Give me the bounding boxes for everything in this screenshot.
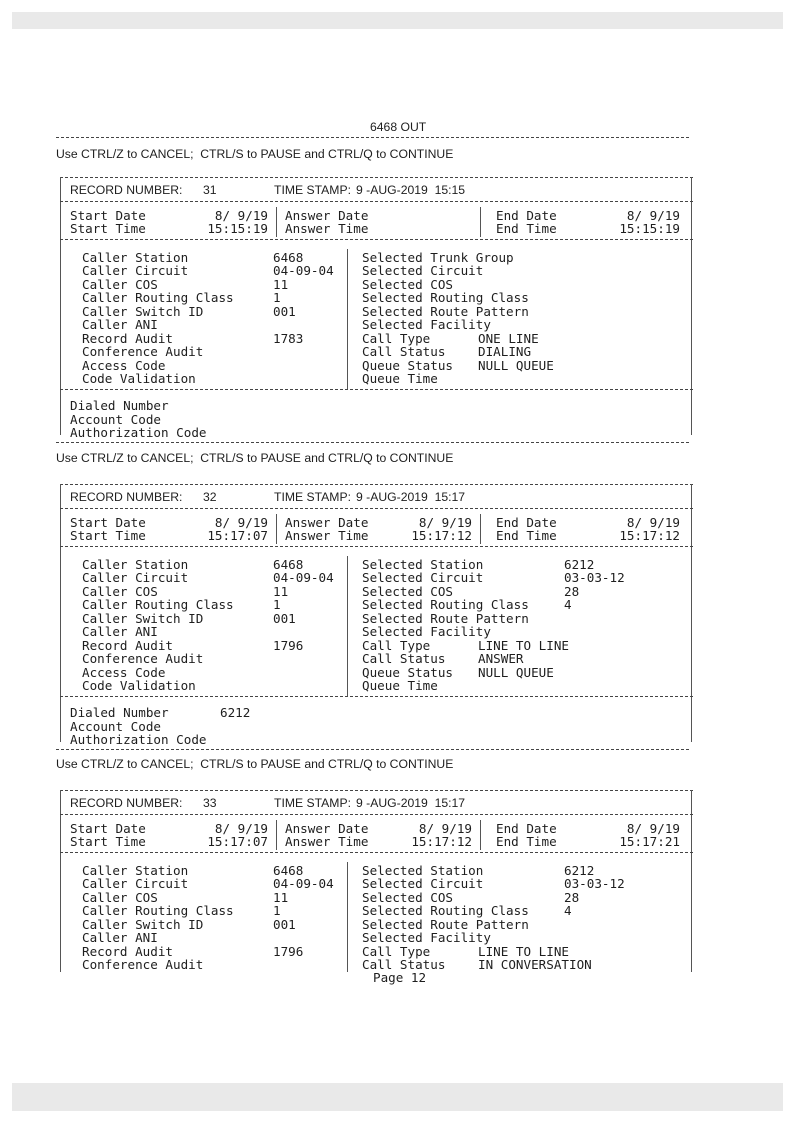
start-date-label: Start Date bbox=[70, 208, 146, 223]
row-divider bbox=[60, 546, 693, 547]
access-code-label: Access Code bbox=[82, 665, 166, 680]
caller-cos-value: 11 bbox=[273, 584, 289, 599]
record-audit-label: Record Audit bbox=[82, 331, 173, 346]
queue-time-label: Queue Time bbox=[362, 678, 438, 693]
start-date-label: Start Date bbox=[70, 821, 146, 836]
end-date-label: End Date bbox=[496, 208, 557, 223]
queue-time-label: Queue Time bbox=[362, 371, 438, 386]
caller-station-value: 6468 bbox=[273, 250, 304, 265]
start-time-label: Start Time bbox=[70, 528, 146, 543]
record-audit-value: 1796 bbox=[273, 944, 304, 959]
selected-cos-label: Selected COS bbox=[362, 890, 453, 905]
caller-station-value: 6468 bbox=[273, 863, 304, 878]
selected-station-value: 6212 bbox=[564, 863, 595, 878]
access-code-label: Access Code bbox=[82, 358, 166, 373]
caller-circuit-value: 04-09-04 bbox=[273, 263, 334, 278]
end-time-label: End Time bbox=[496, 834, 557, 849]
record-number-value: 32 bbox=[203, 490, 217, 504]
answer-time-label: Answer Time bbox=[285, 528, 369, 543]
caller-station-value: 6468 bbox=[273, 557, 304, 572]
selected-facility-label: Selected Facility bbox=[362, 930, 491, 945]
caller-cos-label: Caller COS bbox=[82, 584, 158, 599]
call-status-value: ANSWER bbox=[478, 651, 524, 666]
selected-trunk-group-label: Selected Trunk Group bbox=[362, 250, 514, 265]
call-type-value: LINE TO LINE bbox=[478, 638, 569, 653]
end-time-label: End Time bbox=[496, 221, 557, 236]
selected-station-label: Selected Station bbox=[362, 557, 484, 572]
caller-routing-class-label: Caller Routing Class bbox=[82, 597, 234, 612]
selected-circuit-value: 03-03-12 bbox=[564, 876, 625, 891]
end-date-value: 8/ 9/19 bbox=[626, 208, 680, 223]
caller-circuit-label: Caller Circuit bbox=[82, 876, 189, 891]
caller-switch-id-label: Caller Switch ID bbox=[82, 304, 204, 319]
call-status-label: Call Status bbox=[362, 651, 446, 666]
answer-time-label: Answer Time bbox=[285, 834, 369, 849]
record-right-border bbox=[691, 484, 692, 742]
queue-status-label: Queue Status bbox=[362, 358, 453, 373]
end-time-label: End Time bbox=[496, 528, 557, 543]
caller-switch-id-value: 001 bbox=[273, 611, 296, 626]
end-date-label: End Date bbox=[496, 515, 557, 530]
row-divider bbox=[60, 852, 693, 853]
record-top-border bbox=[60, 484, 693, 485]
answer-time-value: 15:17:12 bbox=[411, 834, 472, 849]
row-divider bbox=[60, 239, 693, 240]
column-separator bbox=[347, 862, 348, 972]
answer-date-value: 8/ 9/19 bbox=[418, 821, 472, 836]
scan-bottom-band bbox=[12, 1083, 783, 1111]
answer-date-label: Answer Date bbox=[285, 515, 369, 530]
record-number-value: 31 bbox=[203, 183, 217, 197]
column-separator bbox=[480, 820, 481, 850]
column-separator bbox=[276, 514, 277, 544]
queue-status-value: NULL QUEUE bbox=[478, 358, 554, 373]
caller-circuit-value: 04-09-04 bbox=[273, 876, 334, 891]
record-number-label: RECORD NUMBER: bbox=[70, 183, 183, 197]
caller-circuit-label: Caller Circuit bbox=[82, 263, 189, 278]
end-date-label: End Date bbox=[496, 821, 557, 836]
selected-circuit-value: 03-03-12 bbox=[564, 570, 625, 585]
divider bbox=[56, 137, 689, 138]
selected-routing-class-value: 4 bbox=[564, 597, 572, 612]
selected-cos-label: Selected COS bbox=[362, 277, 453, 292]
start-date-value: 8/ 9/19 bbox=[214, 208, 268, 223]
caller-cos-value: 11 bbox=[273, 277, 289, 292]
dialed-number-label: Dialed Number bbox=[70, 398, 169, 413]
call-type-label: Call Type bbox=[362, 638, 431, 653]
selected-circuit-label: Selected Circuit bbox=[362, 876, 484, 891]
caller-routing-class-value: 1 bbox=[273, 290, 281, 305]
caller-circuit-value: 04-09-04 bbox=[273, 570, 334, 585]
row-divider bbox=[60, 201, 693, 202]
conference-audit-label: Conference Audit bbox=[82, 651, 204, 666]
answer-date-label: Answer Date bbox=[285, 208, 369, 223]
report-title: 6468 OUT bbox=[370, 120, 427, 134]
call-type-value: LINE TO LINE bbox=[478, 944, 569, 959]
time-stamp-value: 9 -AUG-2019 15:15 bbox=[356, 183, 466, 197]
end-time-value: 15:17:12 bbox=[619, 528, 680, 543]
start-time-label: Start Time bbox=[70, 834, 146, 849]
caller-ani-label: Caller ANI bbox=[82, 624, 158, 639]
selected-routing-class-label: Selected Routing Class bbox=[362, 903, 529, 918]
start-time-value: 15:17:07 bbox=[207, 834, 268, 849]
selected-circuit-label: Selected Circuit bbox=[362, 570, 484, 585]
time-stamp-value: 9 -AUG-2019 15:17 bbox=[356, 490, 466, 504]
record-top-border bbox=[60, 177, 693, 178]
time-stamp-value: 9 -AUG-2019 15:17 bbox=[356, 796, 466, 810]
selected-cos-value: 28 bbox=[564, 584, 580, 599]
caller-station-label: Caller Station bbox=[82, 863, 189, 878]
caller-routing-class-label: Caller Routing Class bbox=[82, 290, 234, 305]
row-divider bbox=[60, 508, 693, 509]
end-time-value: 15:15:19 bbox=[619, 221, 680, 236]
account-code-label: Account Code bbox=[70, 719, 161, 734]
start-date-value: 8/ 9/19 bbox=[214, 821, 268, 836]
caller-switch-id-label: Caller Switch ID bbox=[82, 611, 204, 626]
call-status-value: IN CONVERSATION bbox=[478, 957, 592, 972]
column-separator bbox=[480, 514, 481, 544]
caller-routing-class-value: 1 bbox=[273, 903, 281, 918]
selected-route-pattern-label: Selected Route Pattern bbox=[362, 611, 529, 626]
queue-status-label: Queue Status bbox=[362, 665, 453, 680]
selected-circuit-label: Selected Circuit bbox=[362, 263, 484, 278]
record-number-label: RECORD NUMBER: bbox=[70, 796, 183, 810]
end-date-value: 8/ 9/19 bbox=[626, 821, 680, 836]
call-status-label: Call Status bbox=[362, 957, 446, 972]
cancel-instruction: Use CTRL/Z to CANCEL; CTRL/S to PAUSE and CTRL/Q to CONTINUE bbox=[56, 147, 454, 161]
queue-status-value: NULL QUEUE bbox=[478, 665, 554, 680]
record-left-border bbox=[60, 790, 61, 972]
record-right-border bbox=[691, 790, 692, 972]
conference-audit-label: Conference Audit bbox=[82, 344, 204, 359]
selected-routing-class-label: Selected Routing Class bbox=[362, 597, 529, 612]
account-code-label: Account Code bbox=[70, 412, 161, 427]
column-separator bbox=[276, 820, 277, 850]
call-status-label: Call Status bbox=[362, 344, 446, 359]
answer-time-label: Answer Time bbox=[285, 221, 369, 236]
selected-station-value: 6212 bbox=[564, 557, 595, 572]
scan-top-band bbox=[12, 12, 783, 29]
selected-route-pattern-label: Selected Route Pattern bbox=[362, 917, 529, 932]
start-time-value: 15:17:07 bbox=[207, 528, 268, 543]
record-number-value: 33 bbox=[203, 796, 217, 810]
start-time-value: 15:15:19 bbox=[207, 221, 268, 236]
code-validation-label: Code Validation bbox=[82, 678, 196, 693]
code-validation-label: Code Validation bbox=[82, 371, 196, 386]
caller-cos-label: Caller COS bbox=[82, 277, 158, 292]
call-type-label: Call Type bbox=[362, 944, 431, 959]
authorization-code-label: Authorization Code bbox=[70, 732, 207, 747]
call-type-value: ONE LINE bbox=[478, 331, 539, 346]
column-separator bbox=[347, 249, 348, 389]
record-audit-label: Record Audit bbox=[82, 944, 173, 959]
dialed-number-value: 6212 bbox=[220, 705, 251, 720]
selected-cos-value: 28 bbox=[564, 890, 580, 905]
start-date-label: Start Date bbox=[70, 515, 146, 530]
end-time-value: 15:17:21 bbox=[619, 834, 680, 849]
row-divider bbox=[60, 696, 693, 697]
conference-audit-label: Conference Audit bbox=[82, 957, 204, 972]
caller-cos-label: Caller COS bbox=[82, 890, 158, 905]
caller-station-label: Caller Station bbox=[82, 557, 189, 572]
row-divider bbox=[60, 389, 693, 390]
record-top-border bbox=[60, 790, 693, 791]
authorization-code-label: Authorization Code bbox=[70, 425, 207, 440]
dialed-number-label: Dialed Number bbox=[70, 705, 169, 720]
row-divider bbox=[60, 814, 693, 815]
record-audit-value: 1783 bbox=[273, 331, 304, 346]
call-status-value: DIALING bbox=[478, 344, 532, 359]
selected-routing-class-value: 4 bbox=[564, 903, 572, 918]
selected-facility-label: Selected Facility bbox=[362, 624, 491, 639]
time-stamp-label: TIME STAMP: bbox=[274, 490, 351, 504]
record-audit-value: 1796 bbox=[273, 638, 304, 653]
selected-route-pattern-label: Selected Route Pattern bbox=[362, 304, 529, 319]
record-left-border bbox=[60, 177, 61, 435]
caller-ani-label: Caller ANI bbox=[82, 930, 158, 945]
selected-station-label: Selected Station bbox=[362, 863, 484, 878]
column-separator bbox=[347, 556, 348, 696]
divider bbox=[56, 749, 689, 750]
end-date-value: 8/ 9/19 bbox=[626, 515, 680, 530]
selected-cos-label: Selected COS bbox=[362, 584, 453, 599]
cancel-instruction: Use CTRL/Z to CANCEL; CTRL/S to PAUSE and CTRL/Q to CONTINUE bbox=[56, 451, 454, 465]
caller-cos-value: 11 bbox=[273, 890, 289, 905]
start-date-value: 8/ 9/19 bbox=[214, 515, 268, 530]
answer-time-value: 15:17:12 bbox=[411, 528, 472, 543]
caller-ani-label: Caller ANI bbox=[82, 317, 158, 332]
caller-circuit-label: Caller Circuit bbox=[82, 570, 189, 585]
caller-switch-id-value: 001 bbox=[273, 304, 296, 319]
record-number-label: RECORD NUMBER: bbox=[70, 490, 183, 504]
page-number: Page 12 bbox=[373, 970, 427, 985]
answer-date-label: Answer Date bbox=[285, 821, 369, 836]
caller-switch-id-value: 001 bbox=[273, 917, 296, 932]
divider bbox=[56, 442, 689, 443]
start-time-label: Start Time bbox=[70, 221, 146, 236]
caller-routing-class-label: Caller Routing Class bbox=[82, 903, 234, 918]
caller-switch-id-label: Caller Switch ID bbox=[82, 917, 204, 932]
record-audit-label: Record Audit bbox=[82, 638, 173, 653]
cancel-instruction: Use CTRL/Z to CANCEL; CTRL/S to PAUSE and CTRL/Q to CONTINUE bbox=[56, 757, 454, 771]
answer-date-value: 8/ 9/19 bbox=[418, 515, 472, 530]
record-right-border bbox=[691, 177, 692, 435]
time-stamp-label: TIME STAMP: bbox=[274, 183, 351, 197]
time-stamp-label: TIME STAMP: bbox=[274, 796, 351, 810]
selected-facility-label: Selected Facility bbox=[362, 317, 491, 332]
selected-routing-class-label: Selected Routing Class bbox=[362, 290, 529, 305]
column-separator bbox=[276, 207, 277, 237]
caller-station-label: Caller Station bbox=[82, 250, 189, 265]
call-type-label: Call Type bbox=[362, 331, 431, 346]
record-left-border bbox=[60, 484, 61, 742]
caller-routing-class-value: 1 bbox=[273, 597, 281, 612]
column-separator bbox=[480, 207, 481, 237]
